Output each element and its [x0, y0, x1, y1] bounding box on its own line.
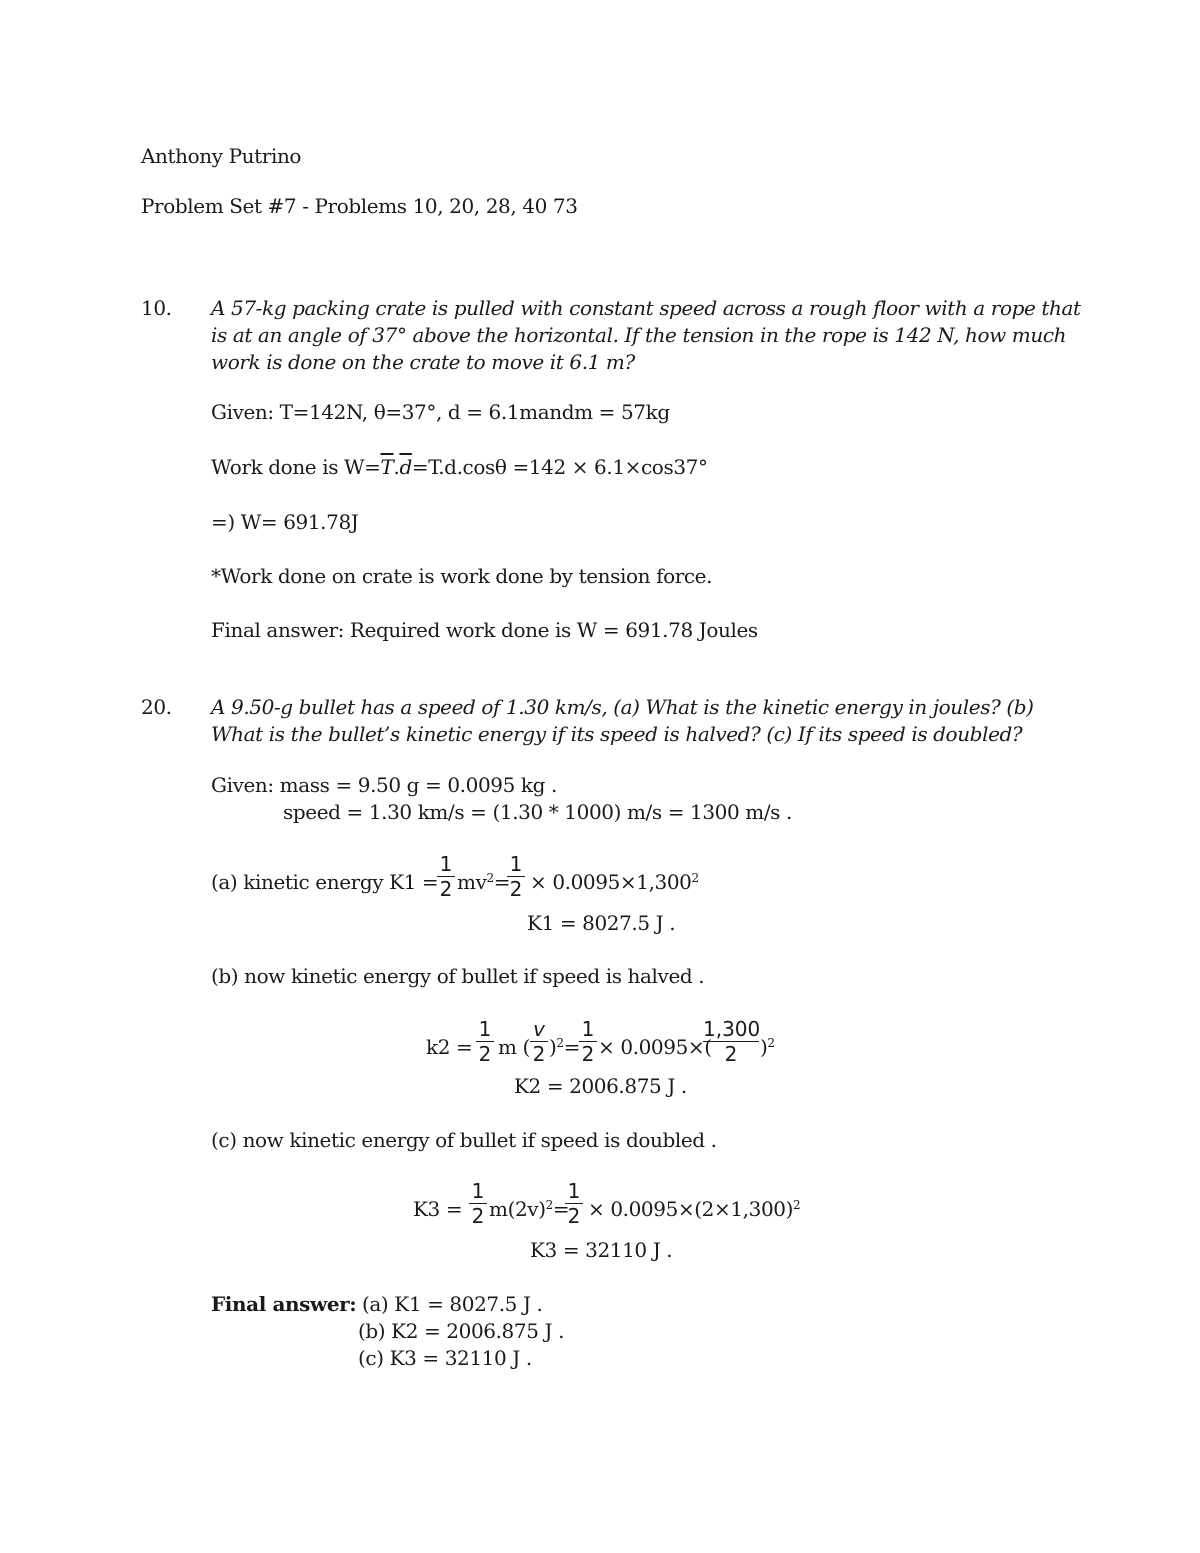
fraction-numerator: 1: [471, 1179, 485, 1203]
vector-d: $\overline{d}$: [399, 455, 412, 479]
part-c-result: K3 = 32110 J .: [530, 1238, 673, 1262]
fraction-denominator: 2: [509, 877, 523, 901]
fraction-denominator: 2: [567, 1204, 581, 1228]
part-b-result: K2 = 2006.875 J .: [514, 1074, 687, 1098]
author-name: Anthony Putrino: [141, 144, 302, 168]
fraction-denominator: 2: [581, 1042, 595, 1066]
fraction-1300-over-2: [703, 1018, 759, 1065]
equals-sign: =: [552, 1197, 570, 1221]
fraction-denominator: 2: [471, 1204, 485, 1228]
problem-20-number: 20.: [141, 695, 172, 719]
exponent: 2: [691, 871, 699, 885]
problem-10-result: =) W= 691.78J: [211, 510, 359, 534]
fraction-v-over-2: [530, 1018, 548, 1065]
problem-10-given: Given: T=142N, θ=37°, d = 6.1mandm = 57kg: [211, 400, 670, 424]
close-paren: ): [549, 1035, 557, 1059]
fraction-one-half: [507, 853, 525, 900]
exponent: 2: [486, 871, 494, 885]
problem-20-question-line-1: A 9.50-g bullet has a speed of 1.30 km/s, (a) What is the kinetic energy in joules? (b): [211, 695, 1034, 719]
work-label: Work done is W=: [211, 455, 381, 479]
part-c-expression: [588, 1196, 800, 1223]
part-a-result: K1 = 8027.5 J .: [527, 911, 676, 935]
problem-10-question-line-1: A 57-kg packing crate is pulled with constant speed across a rough floor with a rope that: [211, 296, 1081, 320]
equals-sign: =: [563, 1035, 581, 1059]
problem-10-final-answer: Final answer: Required work done is W = 691.78 Joules: [211, 618, 758, 642]
part-b-expression: × 0.0095×(: [598, 1035, 712, 1059]
kinetic-energy-expression: × 0.0095×(2×1,300): [588, 1197, 793, 1221]
kinetic-energy-expression: × 0.0095×1,300: [530, 870, 692, 894]
exponent: 2: [556, 1036, 564, 1050]
final-answer-a: (a) K1 = 8027.5 J .: [362, 1292, 543, 1316]
vector-t: $\overline{T}$: [380, 455, 394, 479]
problem-10-note: *Work done on crate is work done by tension force.: [211, 564, 713, 588]
part-a-label: (a) kinetic energy K1 =: [211, 870, 439, 894]
part-c-m2v2: [489, 1196, 569, 1223]
problem-set-title: Problem Set #7 - Problems 10, 20, 28, 40 73: [141, 194, 578, 218]
fraction-numerator: 1: [567, 1179, 581, 1203]
final-answer-label: Final answer:: [211, 1292, 357, 1316]
close-paren: ): [760, 1035, 768, 1059]
final-answer-b: (b) K2 = 2006.875 J .: [358, 1319, 565, 1343]
fraction-one-half: [565, 1180, 583, 1227]
final-answer-c: (c) K3 = 32110 J .: [358, 1346, 532, 1370]
part-b-label: (b) now kinetic energy of bullet if speed is halved .: [211, 964, 705, 988]
part-a-expression: [530, 869, 699, 896]
fraction-denominator: 2: [532, 1042, 546, 1066]
fraction-numerator: v: [533, 1017, 545, 1041]
m-2v-term: m(2v): [489, 1197, 546, 1221]
fraction-one-half: [476, 1018, 494, 1065]
mv-term: mv: [457, 870, 487, 894]
fraction-denominator: 2: [439, 877, 453, 901]
fraction-numerator: 1,300: [703, 1017, 761, 1041]
fraction-numerator: 1: [581, 1017, 595, 1041]
fraction-numerator: 1: [478, 1017, 492, 1041]
problem-20-question-line-2: What is the bullet’s kinetic energy if its speed is halved? (c) If its speed is doubled?: [211, 722, 1023, 746]
fraction-numerator: 1: [439, 852, 453, 876]
problem-10-number: 10.: [141, 296, 172, 320]
problem-20-given-mass: Given: mass = 9.50 g = 0.0095 kg .: [211, 773, 557, 797]
problem-10-question-line-3: work is done on the crate to move it 6.1 m?: [211, 350, 635, 374]
equals-sign: =: [493, 870, 511, 894]
part-b-m-open: m (: [498, 1035, 530, 1059]
part-a-mv2: [457, 869, 510, 896]
exponent: 2: [545, 1198, 553, 1212]
fraction-denominator: 2: [724, 1042, 738, 1066]
exponent: 2: [767, 1036, 775, 1050]
part-c-label: (c) now kinetic energy of bullet if speed is doubled .: [211, 1128, 717, 1152]
part-b-k2: k2 =: [426, 1035, 473, 1059]
problem-10-question-line-2: is at an angle of 37° above the horizontal. If the tension in the rope is 142 N, how much: [211, 323, 1067, 347]
part-c-k3: K3 =: [413, 1197, 463, 1221]
fraction-one-half: [469, 1180, 487, 1227]
problem-20-given-speed: speed = 1.30 km/s = (1.30 * 1000) m/s = 1300 m/s .: [283, 800, 792, 824]
problem-10-work-equation: [211, 454, 708, 481]
dot-operator: .: [393, 455, 400, 479]
exponent: 2: [793, 1198, 801, 1212]
fraction-one-half: [579, 1018, 597, 1065]
fraction-one-half: [437, 853, 455, 900]
part-b-close-2: [760, 1034, 775, 1061]
part-b-close: [549, 1034, 580, 1061]
fraction-denominator: 2: [478, 1042, 492, 1066]
fraction-numerator: 1: [509, 852, 523, 876]
work-expression: =T.d.cosθ =142 × 6.1×cos37°: [411, 455, 708, 479]
